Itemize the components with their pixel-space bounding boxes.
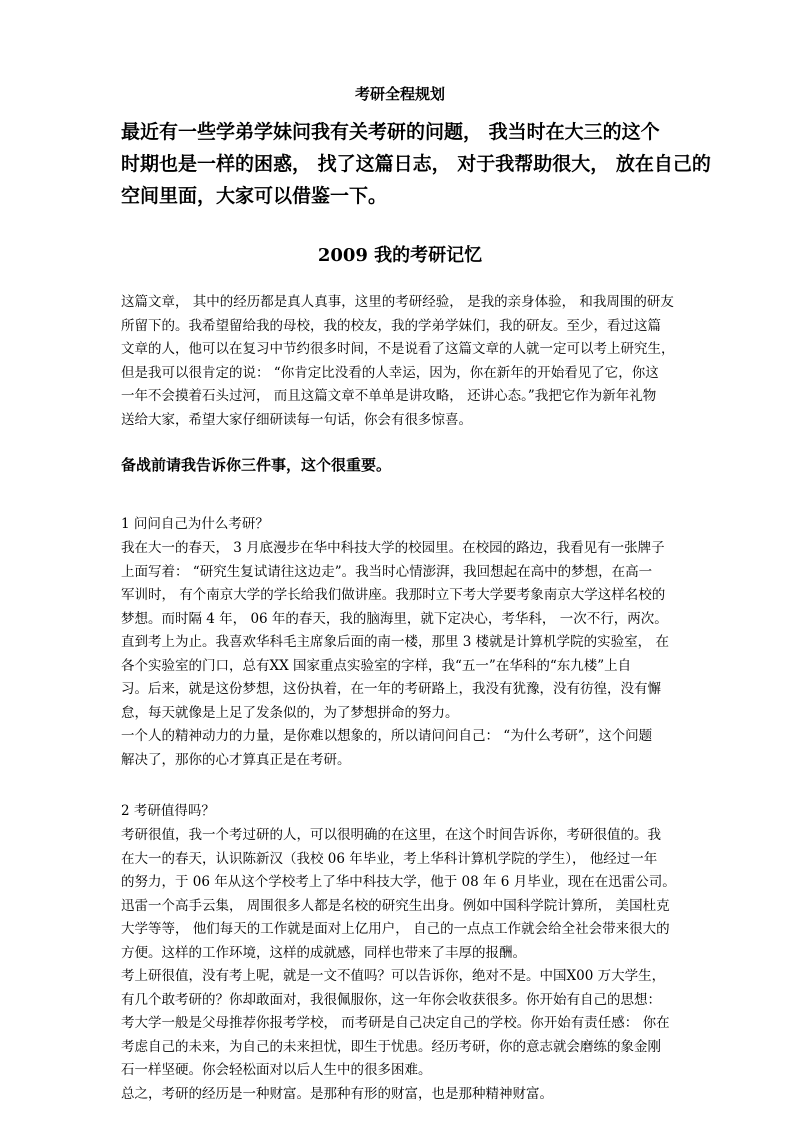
paragraph-line: 迅雷一个高手云集， 周围很多人都是名校的研究生出身。例如中国科学院计算所， 美国杜克 bbox=[121, 897, 670, 914]
preface-paragraph bbox=[121, 291, 691, 432]
paragraph-line: 的努力，于 06 年从这个学校考上了华中科技大学，他于 08 年 6 月毕业，现在在迅雷公司。 bbox=[121, 874, 676, 890]
article-subtitle: 2009 我的考研记忆 bbox=[317, 245, 483, 266]
paragraph-line: 这篇文章， 其中的经历都是真人真事，这里的考研经验， 是我的亲身体验， 和我周围的研友 bbox=[121, 294, 674, 310]
paragraph-line: 习。后来，就是这份梦想，这份执着，在一年的考研路上，我没有犹豫，没有彷徨，没有懈 bbox=[121, 681, 661, 697]
paragraph-line: 上面写着： “研究生复试请往这边走”。我当时心情澎湃，我回想起在高中的梦想，在高一 bbox=[121, 563, 653, 580]
paragraph-line: 解决了，那你的心才算真正是在考研。 bbox=[121, 751, 351, 768]
paragraph-line: 一个人的精神动力的力量，是你难以想象的，所以请问问自己： “为什么考研”，这个问题 bbox=[121, 728, 653, 744]
paragraph-line: 考研很值，我一个考过研的人，可以很明确的在这里，在这个时间告诉你，考研很值的。我 bbox=[121, 827, 661, 843]
section-1-body bbox=[121, 537, 691, 772]
paragraph-line: 考上研很值，没有考上呢，就是一文不值吗？可以告诉你，绝对不是。中国X00 万大学生， bbox=[121, 968, 666, 984]
paragraph-line: 考虑自己的未来，为自己的未来担忧，即生于忧患。经历考研，你的意志就会磨练的象金刚 bbox=[121, 1038, 661, 1055]
paragraph-line: 军训时， 有个南京大学的学长给我们做讲座。我那时立下考大学要考象南京大学这样名校的 bbox=[121, 587, 666, 603]
intro-paragraph bbox=[121, 116, 711, 212]
paragraph-line: 石一样坚硬。你会轻松面对以后人生中的很多困难。 bbox=[121, 1062, 432, 1078]
paragraph-line: 总之，考研的经历是一种财富。是那种有形的财富，也是那种精神财富。 bbox=[121, 1085, 553, 1102]
section-2-body bbox=[121, 824, 691, 1106]
paragraph-line: 直到考上为止。我喜欢华科毛主席象后面的南一楼，那里 3 楼就是计算机学院的实验室， 在 bbox=[121, 634, 669, 650]
paragraph-line: 怠，每天就像是上足了发条似的，为了梦想拼命的努力。 bbox=[121, 704, 459, 721]
paragraph-line: 在大一的春天，认识陈新汉（我校 06 年毕业，考上华科计算机学院的学生）， 他经过一年 bbox=[121, 850, 658, 867]
three-things-heading: 备战前请我告诉你三件事，这个很重要。 bbox=[121, 456, 392, 474]
paragraph-line: 一年不会摸着石头过河， 而且这篇文章不单单是讲攻略， 还讲心态。”我把它作为新年礼物 bbox=[121, 388, 657, 404]
paragraph-line: 各个实验室的门口，总有XX 国家重点实验室的字样，我“五一”在华科的“东九楼”上自 bbox=[121, 657, 632, 674]
paragraph-line: 有几个敢考研的？你却敢面对，我很佩服你，这一年你会收获很多。你开始有自己的思想： bbox=[121, 991, 661, 1008]
intro-line: 时期也是一样的困惑， 找了这篇日志， 对于我帮助很大， 放在自己的 bbox=[121, 153, 711, 175]
section-2-heading: 2 考研值得吗？ bbox=[121, 803, 215, 819]
paragraph-line: 方便。这样的工作环境，这样的成就感，同样也带来了丰厚的报酬。 bbox=[121, 944, 526, 961]
intro-line: 最近有一些学弟学妹问我有关考研的问题， 我当时在大三的这个 bbox=[121, 121, 660, 143]
intro-line: 空间里面，大家可以借鉴一下。 bbox=[121, 185, 388, 207]
section-1-heading: 1 问问自己为什么考研？ bbox=[121, 516, 269, 532]
paragraph-line: 大学等等， 他们每天的工作就是面对上亿用户， 自己的一点点工作就会给全社会带来很大的 bbox=[121, 921, 670, 937]
paragraph-line: 所留下的。我希望留给我的母校，我的校友，我的学弟学妹们，我的研友。至少，看过这篇 bbox=[121, 317, 661, 334]
paragraph-line: 我在大一的春天， 3 月底漫步在华中科技大学的校园里。在校园的路边，我看见有一张牌子 bbox=[121, 540, 665, 556]
paragraph-line: 但是我可以很肯定的说： “你肯定比没看的人幸运，因为，你在新年的开始看见了它，你这 bbox=[121, 364, 659, 381]
document-title: 考研全程规划 bbox=[354, 85, 445, 103]
paragraph-line: 考大学一般是父母推荐你报考学校， 而考研是自己决定自己的学校。你开始有责任感： 你在 bbox=[121, 1015, 670, 1031]
paragraph-line: 文章的人，他可以在复习中节约很多时间，不是说看了这篇文章的人就一定可以考上研究生， bbox=[121, 341, 675, 357]
paragraph-line: 送给大家，希望大家仔细研读每一句话，你会有很多惊喜。 bbox=[121, 411, 472, 428]
paragraph-line: 梦想。而时隔 4 年， 06 年的春天，我的脑海里，就下定决心，考华科， 一次不行，两次。 bbox=[121, 610, 668, 627]
